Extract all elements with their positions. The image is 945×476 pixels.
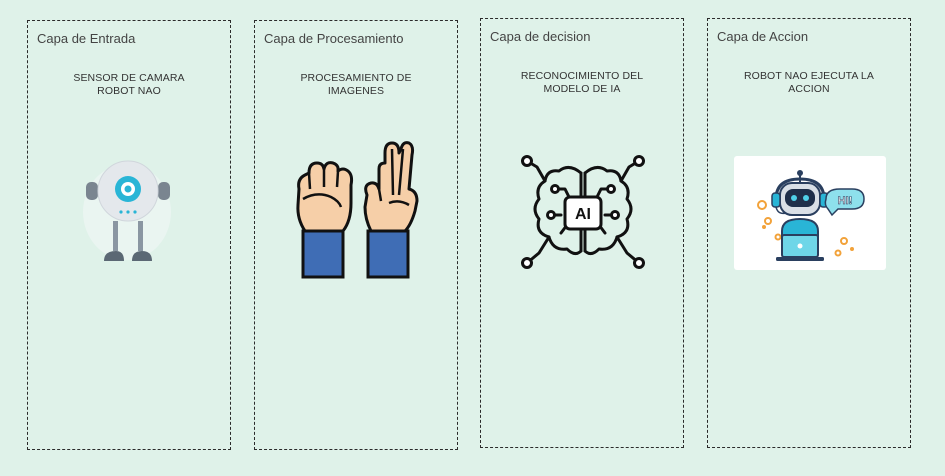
layer-description-line: MODELO DE IA: [543, 83, 621, 95]
layer-panel-decision: [480, 18, 684, 448]
layer-panel-action: [707, 18, 911, 448]
layer-description-line: SENSOR DE CAMARA: [73, 72, 185, 84]
layer-description: [708, 70, 910, 96]
layer-description-line: PROCESAMIENTO DE: [300, 72, 412, 84]
layer-panel-input: [27, 20, 231, 450]
speech-bubble-text: HI!: [837, 195, 853, 207]
layer-title: Capa de Procesamiento: [264, 31, 404, 46]
layer-panel-processing: [254, 20, 458, 450]
layer-description-line: ROBOT NAO: [97, 85, 161, 97]
hand-gestures-icon: [293, 139, 423, 279]
layer-title: Capa de Entrada: [37, 31, 136, 46]
layer-title: Capa de decision: [490, 29, 591, 44]
layer-description-line: ACCION: [788, 83, 830, 95]
layer-title: Capa de Accion: [717, 29, 809, 44]
layer-description: [255, 72, 457, 98]
layer-description: [28, 72, 230, 98]
layer-description: [481, 70, 683, 96]
ai-brain-icon: [521, 153, 645, 273]
ai-chip-label: AI: [575, 206, 591, 223]
layer-description-line: ROBOT NAO EJECUTA LA: [744, 70, 874, 82]
robot-assistant-icon: [752, 165, 868, 265]
layer-description-line: RECONOCIMIENTO DEL: [520, 70, 644, 82]
layer-description-line: IMAGENES: [327, 85, 385, 97]
robot-camera-icon: [80, 157, 180, 267]
